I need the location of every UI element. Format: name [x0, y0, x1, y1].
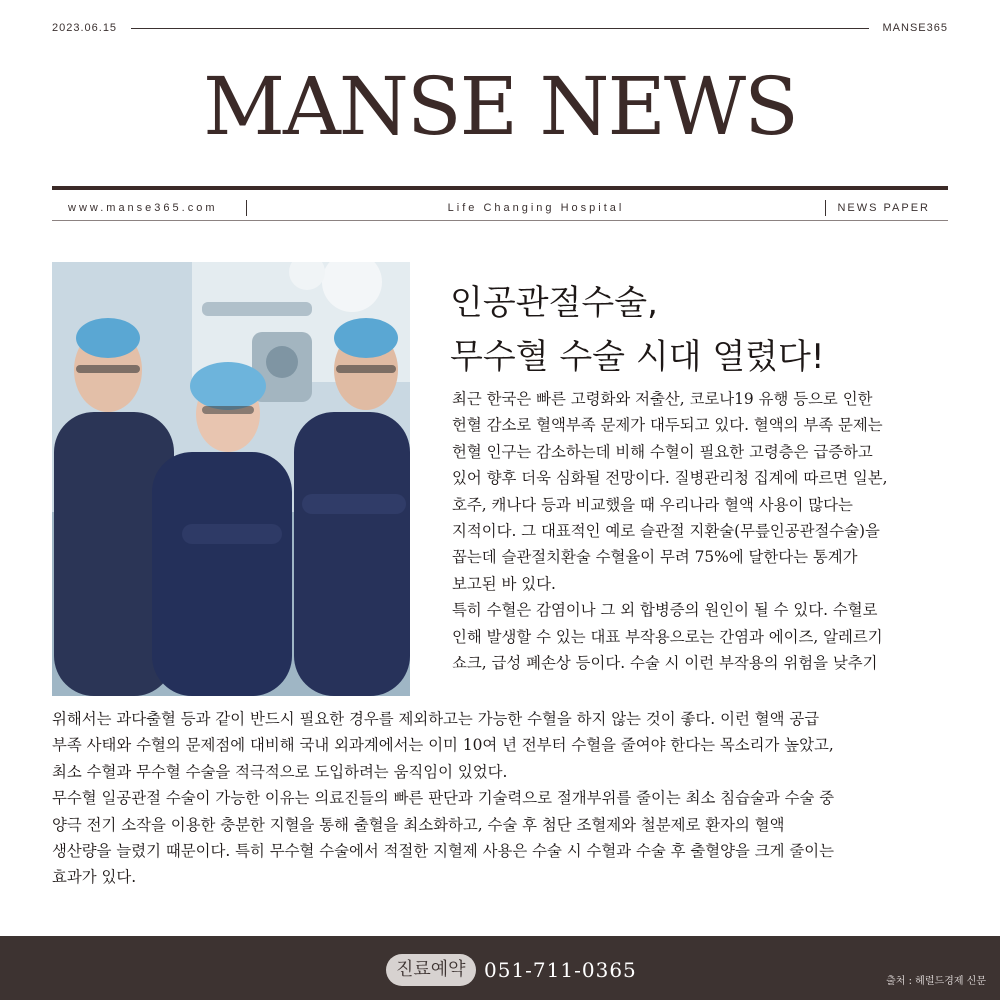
- article-headline: [450, 276, 970, 384]
- body-line: 쇼크, 급성 폐손상 등이다. 수술 시 이런 부작용의 위험을 낮추기: [452, 654, 878, 673]
- article-body-full-width: [52, 706, 952, 891]
- body-line: 효과가 있다.: [52, 868, 137, 887]
- phone-number[interactable]: 051-711-0365: [484, 958, 637, 982]
- brand-small: MANSE365: [882, 22, 948, 34]
- body-line: 양극 전기 소작을 이용한 충분한 지혈을 통해 출혈을 최소화하고, 수술 후 첨단 조혈제와 철분제로 환자의 혈액: [52, 815, 785, 834]
- body-line: 최소 수혈과 무수혈 수술을 적극적으로 도입하려는 움직임이 있었다.: [52, 762, 508, 781]
- body-line: 보고된 바 있다.: [452, 574, 556, 593]
- nav-strip: [52, 196, 948, 220]
- body-line: 지적이다. 그 대표적인 예로 슬관절 지환술(무릎인공관절수술)을: [452, 522, 880, 541]
- surgeons-photo: [52, 262, 410, 696]
- section-label: NEWS PAPER: [837, 202, 930, 214]
- body-line: 위해서는 과다출혈 등과 같이 반드시 필요한 경우를 제외하고는 가능한 수혈을 하지 않는 것이 좋다. 이런 혈액 공급: [52, 710, 820, 728]
- body-line: 인해 발생할 수 있는 대표 부작용으로는 간염과 에이즈, 알레르기: [452, 627, 883, 646]
- source-credit: 출처 : 헤럴드경제 신문: [886, 976, 986, 987]
- hospital-tagline: Life Changing Hospital: [447, 202, 625, 214]
- body-line: 꼽는데 슬관절치환술 수혈율이 무려 75%에 달한다는 통계가: [452, 548, 858, 567]
- nav-rule: [52, 220, 948, 221]
- headline-line-1: 인공관절수술,: [450, 283, 658, 323]
- article-body-right-column: [452, 386, 952, 676]
- reservation-button[interactable]: 진료예약: [386, 954, 476, 986]
- headline-line-2: 무수혈 수술 시대 열렸다!: [450, 337, 825, 377]
- body-line: 부족 사태와 수혈의 문제점에 대비해 국내 외과계에서는 이미 10여 년 전부터 수혈을 줄여야 한다는 목소리가 높았고,: [52, 736, 834, 755]
- issue-date: 2023.06.15: [52, 22, 118, 34]
- top-meta-bar: [52, 18, 948, 38]
- body-line: 있어 향후 더욱 심화될 전망이다. 질병관리청 집계에 따르면 일본,: [452, 469, 888, 488]
- top-divider: [131, 28, 868, 29]
- body-line: 호주, 캐나다 등과 비교했을 때 우리나라 혈액 사용이 많다는: [452, 495, 853, 514]
- body-line: 헌혈 감소로 혈액부족 문제가 대두되고 있다. 혈액의 부족 문제는: [452, 416, 883, 435]
- body-line: 무수혈 일공관절 수술이 가능한 이유는 의료진들의 빠른 판단과 기술력으로 절개부위를 줄이는 최소 침습술과 수술 중: [52, 789, 835, 808]
- surgeons-photo-illustration: [52, 262, 410, 696]
- body-line: 생산량을 늘렸기 때문이다. 특히 무수혈 수술에서 적절한 지혈제 사용은 수술 시 수혈과 수술 후 출혈양을 크게 줄이는: [52, 842, 834, 861]
- body-line: 최근 한국은 빠른 고령화와 저출산, 코로나19 유행 등으로 인한: [452, 390, 873, 408]
- body-line: 헌혈 인구는 감소하는데 비해 수혈이 필요한 고령층은 급증하고: [452, 442, 873, 461]
- masthead-rule: [52, 186, 948, 190]
- masthead-title: MANSE NEWS: [203, 60, 797, 153]
- body-line: 특히 수혈은 감염이나 그 외 합병증의 원인이 될 수 있다. 수혈로: [452, 601, 878, 620]
- website-link[interactable]: www.manse365.com: [68, 202, 218, 214]
